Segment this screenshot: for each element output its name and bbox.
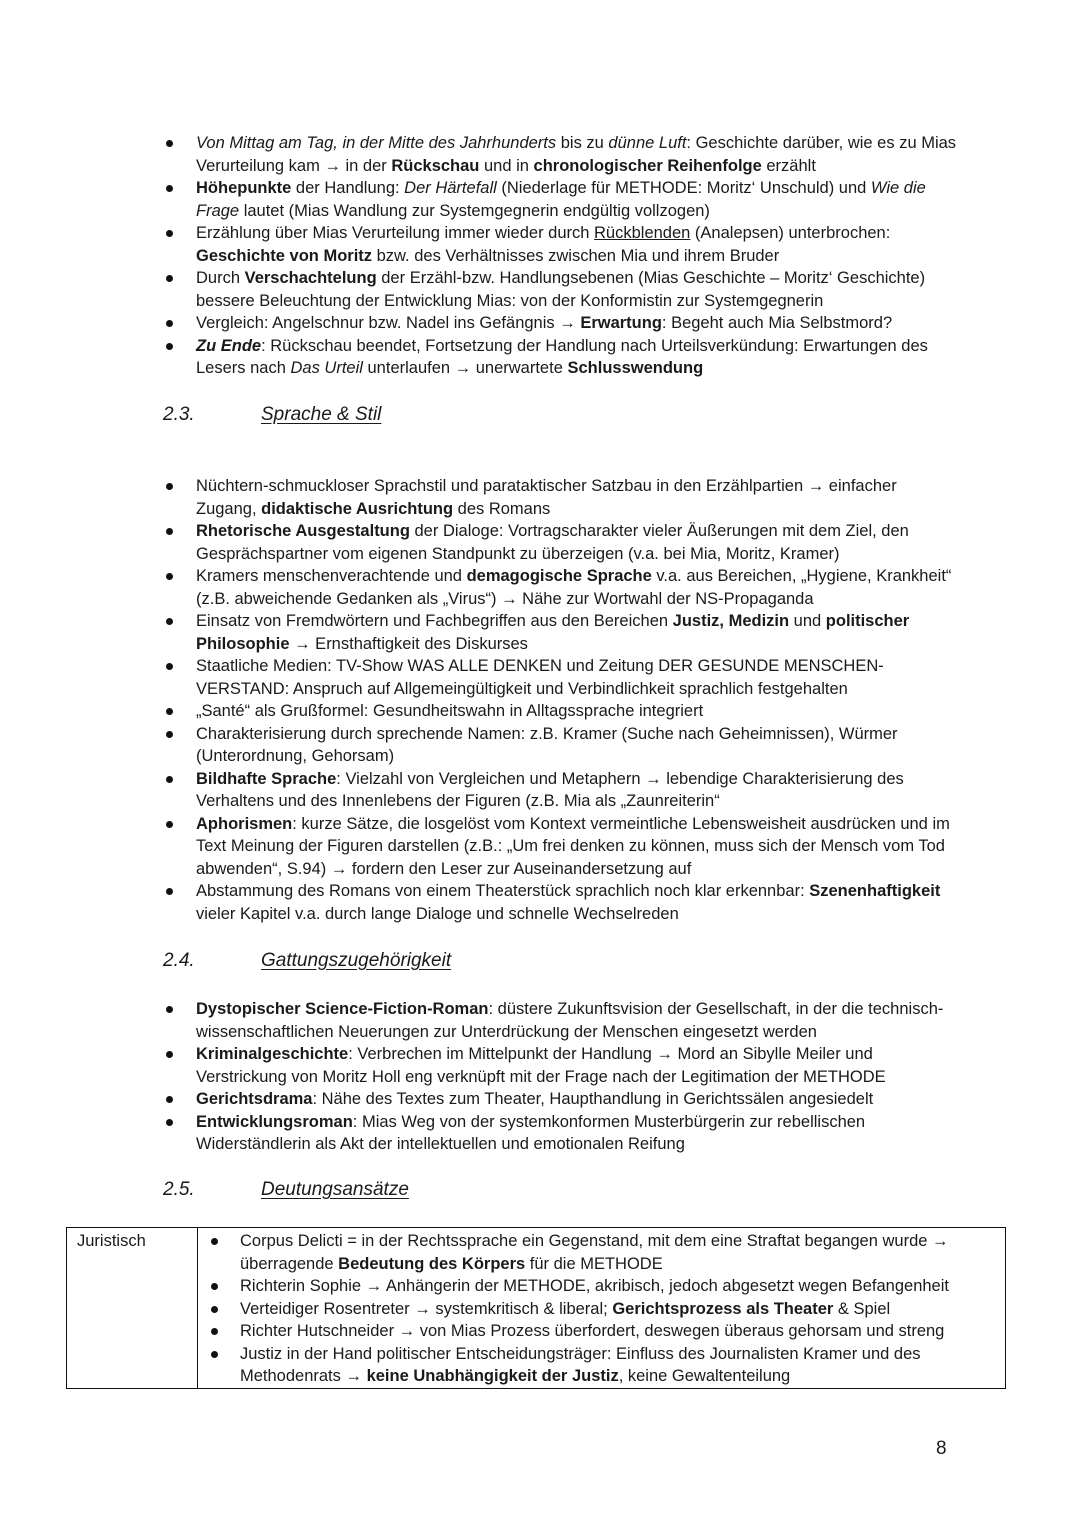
- list-item: [160, 880, 960, 925]
- text-run: vieler Kapitel v.a. durch lange Dialoge und schnelle Wechselreden: [196, 904, 679, 923]
- text-run: (Analepsen) unterbrochen:: [690, 224, 891, 242]
- list-item: [198, 1298, 1005, 1321]
- page-number: 8: [936, 1438, 947, 1459]
- text-run: Richterin Sophie → Anhängerin der METHODE, akribisch, jedoch abgesetzt wegen Befangenheit: [240, 1277, 949, 1295]
- list-sprache-stil: [160, 475, 960, 925]
- text-run: der Dialoge: Vortragscharakter vieler Äußerungen mit dem Ziel, den Gesprächspartner vom eigenen Standpunkt zu überzeigen (v.a. bei Mia, Moritz, Kramer): [196, 522, 909, 563]
- list-item: [160, 700, 960, 723]
- text-run: Szenenhaftigkeit: [809, 882, 941, 900]
- list-item: [198, 1275, 1005, 1298]
- text-run: Rhetorische Ausgestaltung: [196, 522, 410, 540]
- text-run: (Niederlage für METHODE: Moritz‘ Unschuld) und: [496, 179, 871, 197]
- text-run: der Handlung:: [291, 179, 405, 197]
- list-item: [198, 1230, 1005, 1275]
- deutungsansaetze-table: [66, 1227, 1006, 1389]
- list-item: [160, 132, 960, 177]
- text-run: : kurze Sätze, die losgelöst vom Kontext vermeintliche Lebensweisheit ausdrücken und im Text Meinung der Figuren darstellen (z.B.: „Um frei denken zu können, muss sich der Mensch vom Tod abwenden“, S.94) → fordern den Leser zur Auseinandersetzung auf: [196, 814, 950, 878]
- section-heading-2-5: [163, 1179, 409, 1202]
- text-run: : Verbrechen im Mittelpunkt der Handlung → Mord an Sibylle Meiler und Verstrickung von Moritz Holl eng verknüpft mit der Frage nach der Legitimation der METHODE: [196, 1045, 886, 1086]
- list-item: [160, 1111, 960, 1156]
- text-run: didaktische Ausrichtung: [261, 499, 454, 518]
- text-run: : düstere Zukunftsvision der Gesellschaft, in der die technisch-wissenschaftlichen Neuerungen zur Unterdrückung der Menschen eingesetzt werden: [196, 1000, 944, 1041]
- text-run: und: [789, 612, 826, 630]
- text-run: Rückblenden: [594, 224, 691, 242]
- section-number: 2.5.: [163, 1179, 195, 1200]
- text-run: Wie die Frage: [196, 179, 926, 220]
- list-item: [160, 222, 960, 267]
- text-run: : Nähe des Textes zum Theater, Haupthandlung in Gerichtssälen angesiedelt: [312, 1090, 874, 1108]
- list-item: [160, 655, 960, 700]
- text-run: Dystopischer Science-Fiction-Roman: [196, 1000, 489, 1018]
- list-item: [160, 177, 960, 222]
- text-run: Von Mittag am Tag, in der Mitte des Jahrhunderts: [196, 134, 557, 152]
- table-row: [67, 1228, 1006, 1389]
- text-run: Justiz, Medizin: [672, 612, 790, 630]
- text-run: Justiz in der Hand politischer Entscheidungsträger: Einfluss des Journalisten Kramer und des Methodenrats →: [240, 1344, 921, 1385]
- text-run: lautet (Mias Wandlung zur Systemgegnerin endgültig vollzogen): [239, 201, 710, 220]
- text-run: keine Unabhängigkeit der Justiz: [366, 1367, 619, 1385]
- text-run: Schlusswendung: [567, 359, 704, 377]
- table-row-content: [198, 1228, 1006, 1389]
- section-heading-2-4: [163, 950, 451, 973]
- section-title: Sprache & Stil: [261, 404, 382, 425]
- text-run: Kramers menschenverachtende und: [196, 567, 467, 585]
- text-run: bzw. des Verhältnisses zwischen Mia und ihrem Bruder: [372, 246, 780, 265]
- section-title: Deutungsansätze: [261, 1179, 409, 1200]
- text-run: Richter Hutschneider → von Mias Prozess überfordert, deswegen überaus gehorsam und streng: [240, 1322, 945, 1340]
- section-heading-2-3: [163, 404, 381, 427]
- text-run: → Ernsthaftigkeit des Diskurses: [289, 634, 528, 653]
- text-run: demagogische Sprache: [466, 567, 652, 585]
- text-run: Vergleich: Angelschnur bzw. Nadel ins Gefängnis →: [196, 314, 581, 332]
- section-number: 2.4.: [163, 950, 195, 971]
- text-run: Bildhafte Sprache: [196, 769, 337, 788]
- text-run: Durch: [196, 269, 245, 287]
- list-erzaehlstruktur: [160, 132, 960, 380]
- text-run: Geschichte von Moritz: [196, 246, 373, 265]
- list-item: [160, 520, 960, 565]
- list-gattung: [160, 998, 960, 1156]
- text-run: unterlaufen → unerwartete: [362, 359, 568, 377]
- text-run: Aphorismen: [196, 814, 293, 833]
- text-run: Verteidiger Rosentreter → systemkritisch & liberal;: [240, 1299, 613, 1318]
- text-run: : Begeht auch Mia Selbstmord?: [661, 314, 893, 332]
- text-run: dünne Luft: [608, 134, 687, 152]
- text-run: : Mias Weg von der systemkonformen Musterbürgerin zur rebellischen Widerständlerin als Akt der intellektuellen und emotionalen Reifung: [196, 1112, 866, 1153]
- text-run: : Rückschau beendet, Fortsetzung der Handlung nach Urteilsverkündung: Erwartungen des Lesers nach: [196, 336, 928, 377]
- section-title: Gattungszugehörigkeit: [261, 950, 452, 971]
- text-run: Corpus Delicti = in der Rechtssprache ein Gegenstand, mit dem eine Straftat begangen wurde → überragende: [240, 1232, 949, 1273]
- text-run: „Santé“ als Grußformel: Gesundheitswahn in Alltagssprache integriert: [196, 702, 704, 720]
- list-item: [160, 813, 960, 881]
- text-run: chronologischer Reihenfolge: [533, 156, 762, 175]
- list-item: [160, 335, 960, 380]
- list-item: [160, 312, 960, 335]
- text-run: : Geschichte darüber, wie es zu Mias Verurteilung kam → in der: [196, 134, 957, 175]
- list-item: [160, 1043, 960, 1088]
- text-run: v.a. aus Bereichen, „Hygiene, Krankheit“ (z.B. abweichende Gedanken als „Virus“) → Nähe zur Wortwahl der NS-Propaganda: [196, 567, 952, 608]
- list-item: [160, 610, 960, 655]
- text-run: Das Urteil: [290, 359, 363, 377]
- text-run: Gerichtsprozess als Theater: [612, 1299, 834, 1318]
- text-run: für die METHODE: [525, 1254, 663, 1273]
- list-item: [198, 1320, 1005, 1343]
- list-item: [198, 1343, 1005, 1388]
- list-item: [160, 1088, 960, 1111]
- section-number: 2.3.: [163, 404, 195, 425]
- text-run: Gerichtsdrama: [196, 1090, 313, 1108]
- text-run: Bedeutung des Körpers: [338, 1254, 526, 1273]
- text-run: politischer Philosophie: [196, 612, 910, 653]
- text-run: Staatliche Medien: TV-Show WAS ALLE DENKEN und Zeitung DER GESUNDE MENSCHEN-VERSTAND: Anspruch auf Allgemeingültigkeit und Verbindlichkeit sprachlich festgehalten: [196, 657, 884, 698]
- text-run: Nüchtern-schmuckloser Sprachstil und parataktischer Satzbau in den Erzählpartien → einfacher Zugang,: [196, 477, 897, 518]
- text-run: Einsatz von Fremdwörtern und Fachbegriffen aus den Bereichen: [196, 612, 673, 630]
- text-run: Rückschau: [391, 156, 480, 175]
- text-run: Abstammung des Romans von einem Theaterstück sprachlich noch klar erkennbar:: [196, 882, 810, 900]
- text-run: bis zu: [556, 134, 609, 152]
- juristisch-list: [198, 1230, 1005, 1388]
- text-run: des Romans: [453, 499, 551, 518]
- text-run: : Vielzahl von Vergleichen und Metaphern → lebendige Charakterisierung des Verhaltens und des Innenlebens der Figuren (z.B. Mia als „Zaunreiterin“: [196, 769, 904, 810]
- text-run: Zu Ende: [196, 336, 262, 355]
- list-item: [160, 768, 960, 813]
- text-run: Der Härtefall: [404, 179, 497, 197]
- list-item: [160, 723, 960, 768]
- text-run: Entwicklungsroman: [196, 1112, 353, 1131]
- list-item: [160, 475, 960, 520]
- list-item: [160, 565, 960, 610]
- text-run: erzählt: [761, 156, 816, 175]
- list-item: [160, 267, 960, 312]
- table-row-label: Juristisch: [67, 1228, 198, 1389]
- text-run: & Spiel: [833, 1299, 891, 1318]
- text-run: , keine Gewaltenteilung: [618, 1367, 791, 1385]
- text-run: Erwartung: [580, 314, 662, 332]
- text-run: der Erzähl-bzw. Handlungsebenen (Mias Geschichte – Moritz‘ Geschichte) bessere Beleuchtung der Entwicklung Mias: von der Konformistin zur Systemgegnerin: [196, 269, 926, 310]
- text-run: Erzählung über Mias Verurteilung immer wieder durch: [196, 224, 595, 242]
- text-run: Kriminalgeschichte: [196, 1045, 349, 1063]
- list-item: [160, 998, 960, 1043]
- text-run: Verschachtelung: [244, 269, 377, 287]
- text-run: Charakterisierung durch sprechende Namen: z.B. Kramer (Suche nach Geheimnissen), Würmer (Unterordnung, Gehorsam): [196, 724, 898, 765]
- text-run: Höhepunkte: [196, 179, 292, 197]
- text-run: und in: [479, 156, 534, 175]
